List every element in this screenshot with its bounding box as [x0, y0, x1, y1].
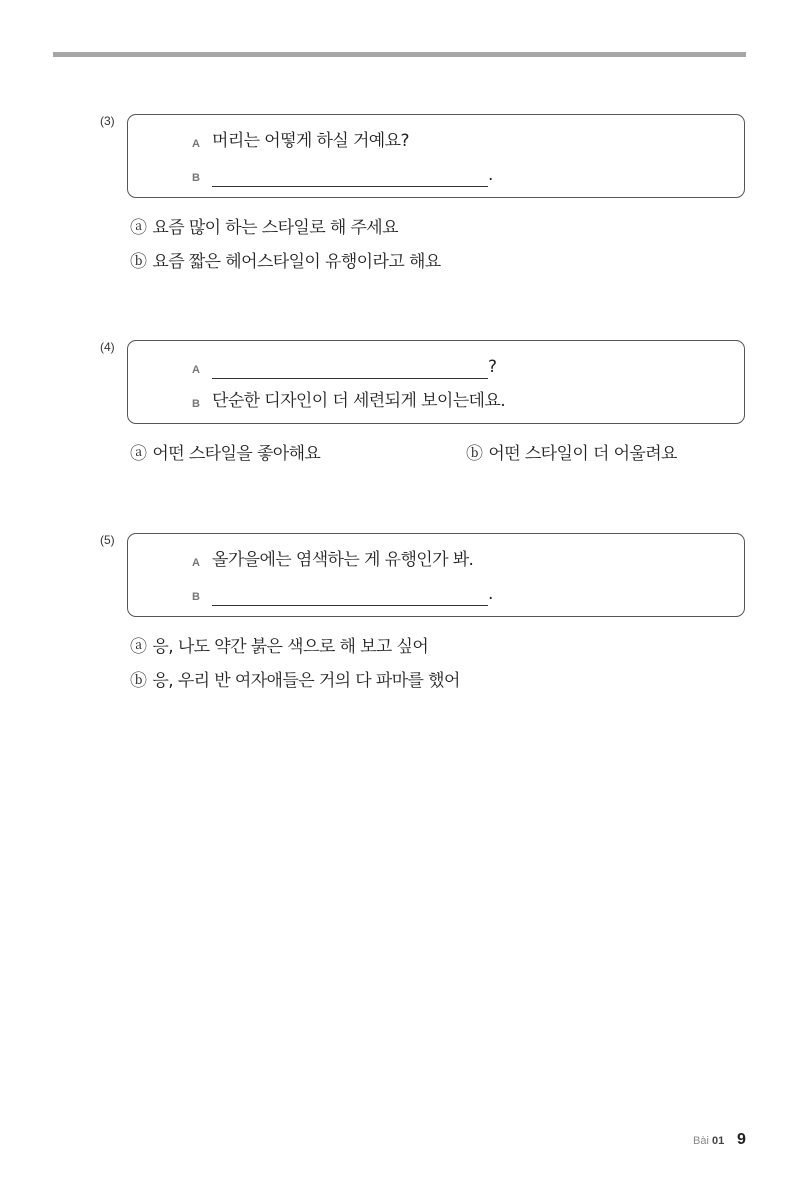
utterance-text: 단순한 디자인이 더 세련되게 보이는데요.	[212, 391, 505, 411]
choice-b[interactable]	[130, 250, 441, 274]
answer-blank[interactable]	[212, 585, 488, 606]
exercise-number: (5)	[100, 533, 115, 547]
speaker-label: A	[192, 557, 200, 569]
utterance-text: 머리는 어떻게 하실 거예요?	[212, 131, 409, 151]
dialog-line-b	[192, 163, 493, 187]
choice-marker: ⓐ	[130, 218, 147, 238]
choice-a[interactable]	[130, 635, 428, 659]
choice-a[interactable]	[130, 216, 398, 240]
choice-marker: ⓑ	[130, 252, 147, 272]
end-punctuation: ?	[488, 357, 498, 377]
choice-marker: ⓐ	[130, 444, 147, 464]
dialog-box	[127, 340, 745, 424]
choice-text: 어떤 스타일이 더 어울려요	[488, 444, 677, 464]
end-punctuation: .	[488, 584, 494, 604]
choice-text: 어떤 스타일을 좋아해요	[152, 444, 321, 464]
choice-marker: ⓑ	[130, 671, 147, 691]
exercise-number: (3)	[100, 114, 115, 128]
end-punctuation: .	[488, 165, 494, 185]
answer-blank[interactable]	[212, 166, 488, 187]
choice-b[interactable]	[466, 442, 677, 466]
exercise-number: (4)	[100, 340, 115, 354]
choice-text: 요즘 많이 하는 스타일로 해 주세요	[152, 218, 398, 238]
dialog-line-a	[192, 548, 473, 572]
dialog-box	[127, 533, 745, 617]
utterance-text: 올가을에는 염색하는 게 유행인가 봐.	[212, 550, 474, 570]
answer-blank[interactable]	[212, 358, 488, 379]
choice-a[interactable]	[130, 442, 320, 466]
dialog-line-b	[192, 582, 493, 606]
page-number: 9	[737, 1131, 746, 1148]
unit-label: Bài	[693, 1135, 709, 1147]
choice-marker: ⓐ	[130, 637, 147, 657]
choice-text: 요즘 짧은 헤어스타일이 유행이라고 해요	[152, 252, 441, 272]
speaker-label: B	[192, 172, 200, 184]
unit-number: 01	[711, 1135, 725, 1147]
speaker-label: B	[192, 398, 200, 410]
speaker-label: A	[192, 138, 200, 150]
dialog-line-a	[192, 355, 497, 379]
dialog-box	[127, 114, 745, 198]
choice-b[interactable]	[130, 669, 460, 693]
choice-text: 응, 우리 반 여자애들은 거의 다 파마를 했어	[152, 671, 460, 691]
footer-unit-label	[693, 1135, 724, 1147]
speaker-label: A	[192, 364, 200, 376]
speaker-label: B	[192, 591, 200, 603]
choice-marker: ⓑ	[466, 444, 483, 464]
choice-text: 응, 나도 약간 붉은 색으로 해 보고 싶어	[152, 637, 429, 657]
top-rule	[53, 52, 746, 57]
dialog-line-a	[192, 129, 409, 153]
dialog-line-b	[192, 389, 505, 413]
